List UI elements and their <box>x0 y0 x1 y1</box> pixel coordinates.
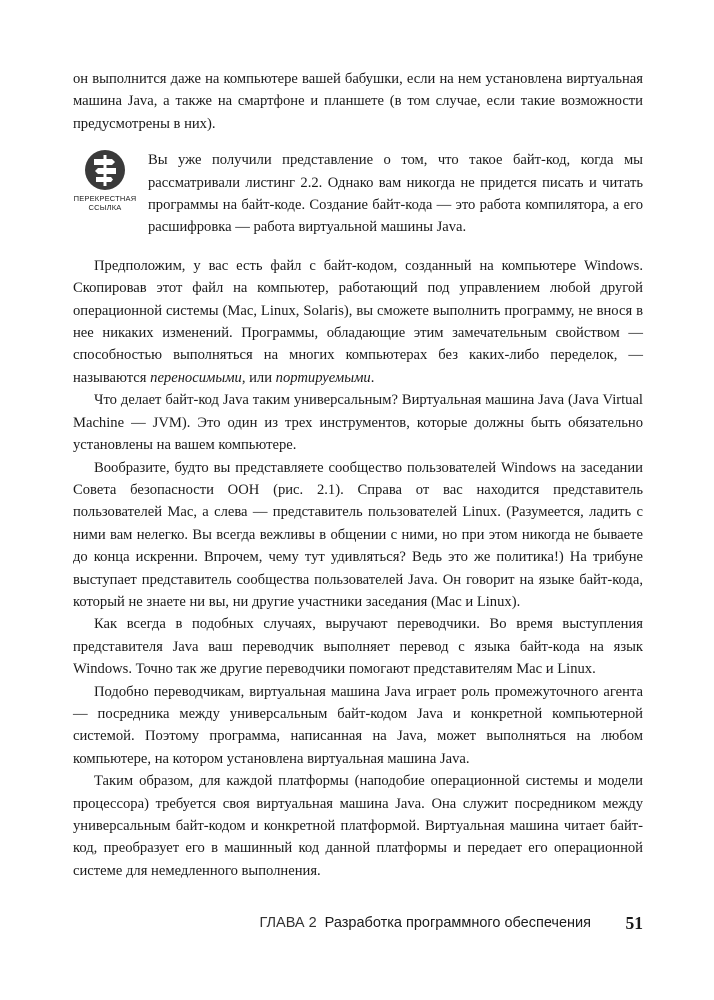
intro-paragraph: он выполнится даже на компьютере вашей бабушки, если на нем установлена виртуальная машина Java, а также на смартфоне и планшете (в том случае, если такие возможности предусмотрены в них). <box>73 71 643 132</box>
paragraph-un-analogy: Вообразите, будто вы представляете сообщество пользователей Windows на заседании Совета безопасности ООН (рис. 2.1). Справа от вас находится представитель пользователей Mac, а слева — представитель пользователей Linux. (Разумеется, ладить с ними вам нелегко. Вы всегда вежливы в общении с ними, но при этом никогда не бываете до конца искренни. Впрочем, чему тут удивляться? Ведь это же политика!) На трибуне выступает представитель сообщества пользователей Java. Он говорит на языке байт-кода, который не знаете ни вы, ни другие участники заседания (Mac и Linux). <box>73 459 643 610</box>
signpost-icon <box>84 149 126 191</box>
page-body <box>73 68 643 882</box>
paragraph-translators: Как всегда в подобных случаях, выручают переводчики. Во время выступления представителя Java ваш переводчик выполняет перевод с языка байт-кода на язык Windows. Точно так же другие переводчики помогают представителям Mac и Linux. <box>73 616 643 678</box>
paragraph-portability: Предположим, у вас есть файл с байт-кодом, созданный на компьютере Windows. Скопировав этот файл на компьютер, работающий под управлением любой другой операционной системы (Mac, Linux, Solaris), вы сможете выполнить программу, не внося в нее никаких изменений. Программы, обладающие этим замечательным свойством — способностью выполняться на многих компьютерах без каких-либо переделок, — называются переносимыми, или портируемыми. <box>73 257 643 386</box>
cross-reference-badge <box>73 149 137 212</box>
paragraph-jvm: Что делает байт-код Java таким универсальным? Виртуальная машина Java (Java Virtual Machine — JVM). Это один из трех инструментов, которые должны быть обязательно установлены на вашем компьютере. <box>73 392 643 454</box>
page-number: 51 <box>625 913 643 933</box>
running-footer <box>259 912 591 934</box>
paragraph-platform: Таким образом, для каждой платформы (наподобие операционной системы и модели процессора) требуется своя виртуальная машина Java. Она служит посредником между универсальным байт-кодом и конкретной платформой. Виртуальная машина читает байт-код, преобразует его в машинный код данной платформы и передает его операционной системе для немедленного выполнения. <box>73 773 643 879</box>
chapter-number: ГЛАВА 2 <box>259 915 317 931</box>
page-footer <box>73 912 643 936</box>
cross-reference-label: ПЕРЕКРЕСТНАЯ ССЫЛКА <box>73 194 137 213</box>
cross-reference-note <box>73 149 643 239</box>
cross-reference-text: Вы уже получили представление о том, что такое байт-код, когда мы рассматривали листинг 2.2. Однако вам никогда не придется писать и читать программы на байт-коде. Создание байт-кода — это работа компилятора, а его расшифровка — работа виртуальной машины Java. <box>148 152 643 236</box>
paragraph-intermediary: Подобно переводчикам, виртуальная машина Java играет роль промежуточного агента — посредника между универсальным байт-кодом Java и конкретной компьютерной системой. Поэтому программа, написанная на Java, может выполняться на любом компьютере, на котором установлена виртуальная машина Java. <box>73 683 643 767</box>
chapter-title: Разработка программного обеспечения <box>324 915 591 931</box>
